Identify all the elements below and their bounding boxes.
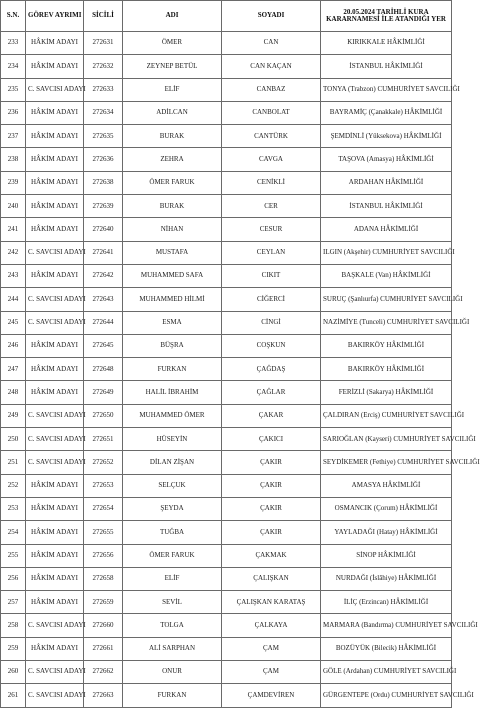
cell-adi: TOLGA bbox=[123, 614, 222, 637]
table-row bbox=[1, 567, 452, 590]
cell-atandigi-yer: İSTANBUL HÂKİMLİĞİ bbox=[321, 55, 452, 78]
cell-atandigi-yer: ŞEMDİNLİ (Yüksekova) HÂKİMLİĞİ bbox=[321, 125, 452, 148]
table-row bbox=[1, 474, 452, 497]
cell-adi: MUHAMMED SAFA bbox=[123, 264, 222, 287]
cell-gorev-ayrimi: HÂKİM ADAYI bbox=[26, 358, 84, 381]
cell-soyadi: ÇAĞLAR bbox=[222, 381, 321, 404]
cell-gorev-ayrimi: HÂKİM ADAYI bbox=[26, 637, 84, 660]
table-body bbox=[1, 32, 480, 708]
cell-sicili: 272663 bbox=[84, 684, 123, 707]
cell-gorev-ayrimi: HÂKİM ADAYI bbox=[26, 125, 84, 148]
table-row bbox=[1, 404, 452, 427]
cell-gorev-ayrimi: HÂKİM ADAYI bbox=[26, 218, 84, 241]
cell-soyadi: CANBOLAT bbox=[222, 101, 321, 124]
cell-sn: 260 bbox=[1, 661, 26, 684]
cell-atandigi-yer: SEYDİKEMER (Fethiye) CUMHURİYET SAVCILIĞI bbox=[321, 451, 452, 474]
cell-sn: 235 bbox=[1, 78, 26, 101]
cell-sicili: 272643 bbox=[84, 288, 123, 311]
table-row bbox=[1, 637, 452, 660]
cell-atandigi-yer: ARDAHAN HÂKİMLİĞİ bbox=[321, 171, 452, 194]
cell-adi: MUSTAFA bbox=[123, 241, 222, 264]
header-sicili: SİCİLİ bbox=[84, 1, 123, 32]
cell-sicili: 272650 bbox=[84, 404, 123, 427]
table-row bbox=[1, 264, 452, 287]
cell-gorev-ayrimi: C. SAVCISI ADAYI bbox=[26, 404, 84, 427]
cell-sicili: 272638 bbox=[84, 171, 123, 194]
cell-adi: BURAK bbox=[123, 195, 222, 218]
cell-sicili: 272633 bbox=[84, 78, 123, 101]
cell-gorev-ayrimi: C. SAVCISI ADAYI bbox=[26, 661, 84, 684]
cell-soyadi: ÇAMDEVİREN bbox=[222, 684, 321, 707]
table-row bbox=[1, 451, 452, 474]
cell-atandigi-yer: İSTANBUL HÂKİMLİĞİ bbox=[321, 195, 452, 218]
cell-sicili: 272634 bbox=[84, 101, 123, 124]
cell-atandigi-yer: SURUÇ (Şanlıurfa) CUMHURİYET SAVCILIĞI bbox=[321, 288, 452, 311]
table-row bbox=[1, 32, 452, 55]
cell-atandigi-yer: GÜRGENTEPE (Ordu) CUMHURİYET SAVCILIĞI bbox=[321, 684, 452, 707]
cell-gorev-ayrimi: HÂKİM ADAYI bbox=[26, 567, 84, 590]
table-row bbox=[1, 544, 452, 567]
cell-sn: 255 bbox=[1, 544, 26, 567]
cell-sicili: 272640 bbox=[84, 218, 123, 241]
cell-sicili: 272635 bbox=[84, 125, 123, 148]
cell-soyadi: ÇAKAR bbox=[222, 404, 321, 427]
cell-atandigi-yer: SİNOP HÂKİMLİĞİ bbox=[321, 544, 452, 567]
cell-soyadi: CEYLAN bbox=[222, 241, 321, 264]
cell-atandigi-yer: BAŞKALE (Van) HÂKİMLİĞİ bbox=[321, 264, 452, 287]
cell-soyadi: CAN KAÇAN bbox=[222, 55, 321, 78]
cell-adi: ÖMER FARUK bbox=[123, 171, 222, 194]
table-row bbox=[1, 521, 452, 544]
cell-sicili: 272648 bbox=[84, 358, 123, 381]
cell-gorev-ayrimi: HÂKİM ADAYI bbox=[26, 497, 84, 520]
cell-soyadi: ÇAKIR bbox=[222, 497, 321, 520]
cell-gorev-ayrimi: HÂKİM ADAYI bbox=[26, 381, 84, 404]
cell-sn: 241 bbox=[1, 218, 26, 241]
cell-sicili: 272655 bbox=[84, 521, 123, 544]
table-row bbox=[1, 241, 452, 264]
cell-adi: ELİF bbox=[123, 567, 222, 590]
table-row bbox=[1, 55, 452, 78]
cell-sicili: 272660 bbox=[84, 614, 123, 637]
cell-atandigi-yer: ILGIN (Akşehir) CUMHURİYET SAVCILIĞI bbox=[321, 241, 452, 264]
cell-soyadi: ÇAKIR bbox=[222, 474, 321, 497]
cell-gorev-ayrimi: C. SAVCISI ADAYI bbox=[26, 684, 84, 707]
cell-atandigi-yer: MARMARA (Bandırma) CUMHURİYET SAVCILIĞI bbox=[321, 614, 452, 637]
cell-soyadi: CENİKLİ bbox=[222, 171, 321, 194]
cell-soyadi: ÇAĞDAŞ bbox=[222, 358, 321, 381]
cell-soyadi: ÇALKAYA bbox=[222, 614, 321, 637]
cell-adi: ONUR bbox=[123, 661, 222, 684]
cell-sicili: 272653 bbox=[84, 474, 123, 497]
cell-soyadi: CİĞERCİ bbox=[222, 288, 321, 311]
cell-sicili: 272632 bbox=[84, 55, 123, 78]
table-row bbox=[1, 381, 452, 404]
cell-sn: 237 bbox=[1, 125, 26, 148]
cell-gorev-ayrimi: HÂKİM ADAYI bbox=[26, 334, 84, 357]
cell-atandigi-yer: TONYA (Trabzon) CUMHURİYET SAVCILIĞI bbox=[321, 78, 452, 101]
cell-sn: 245 bbox=[1, 311, 26, 334]
cell-atandigi-yer: SARIOĞLAN (Kayseri) CUMHURİYET SAVCILIĞI bbox=[321, 428, 452, 451]
cell-sicili: 272631 bbox=[84, 32, 123, 55]
cell-atandigi-yer: KIRIKKALE HÂKİMLİĞİ bbox=[321, 32, 452, 55]
cell-atandigi-yer: TAŞOVA (Amasya) HÂKİMLİĞİ bbox=[321, 148, 452, 171]
cell-sn: 247 bbox=[1, 358, 26, 381]
cell-atandigi-yer: BAKIRKÖY HÂKİMLİĞİ bbox=[321, 334, 452, 357]
cell-sn: 240 bbox=[1, 195, 26, 218]
table-row bbox=[1, 125, 452, 148]
header-atandigi-yer: 20.05.2024 TARİHLİ KURA KARARNAMESİ İLE ATANDIĞI YER bbox=[321, 1, 452, 32]
cell-gorev-ayrimi: C. SAVCISI ADAYI bbox=[26, 241, 84, 264]
cell-soyadi: ÇAM bbox=[222, 637, 321, 660]
cell-sn: 259 bbox=[1, 637, 26, 660]
header-gorev-ayrimi: GÖREV AYRIMI bbox=[26, 1, 84, 32]
cell-sn: 261 bbox=[1, 684, 26, 707]
cell-gorev-ayrimi: HÂKİM ADAYI bbox=[26, 195, 84, 218]
cell-adi: NİHAN bbox=[123, 218, 222, 241]
table-row bbox=[1, 428, 452, 451]
header-soyadi: SOYADI bbox=[222, 1, 321, 32]
cell-sicili: 272642 bbox=[84, 264, 123, 287]
cell-gorev-ayrimi: HÂKİM ADAYI bbox=[26, 474, 84, 497]
cell-gorev-ayrimi: C. SAVCISI ADAYI bbox=[26, 428, 84, 451]
cell-sn: 249 bbox=[1, 404, 26, 427]
table-row bbox=[1, 101, 452, 124]
cell-gorev-ayrimi: HÂKİM ADAYI bbox=[26, 521, 84, 544]
cell-sn: 258 bbox=[1, 614, 26, 637]
cell-gorev-ayrimi: C. SAVCISI ADAYI bbox=[26, 78, 84, 101]
table-row bbox=[1, 218, 452, 241]
cell-adi: MUHAMMED ÖMER bbox=[123, 404, 222, 427]
cell-sicili: 272659 bbox=[84, 591, 123, 614]
cell-sn: 250 bbox=[1, 428, 26, 451]
cell-gorev-ayrimi: C. SAVCISI ADAYI bbox=[26, 311, 84, 334]
cell-sicili: 272649 bbox=[84, 381, 123, 404]
table-row bbox=[1, 171, 452, 194]
cell-sn: 253 bbox=[1, 497, 26, 520]
cell-adi: BURAK bbox=[123, 125, 222, 148]
cell-gorev-ayrimi: HÂKİM ADAYI bbox=[26, 171, 84, 194]
cell-adi: BÜŞRA bbox=[123, 334, 222, 357]
cell-atandigi-yer: ADANA HÂKİMLİĞİ bbox=[321, 218, 452, 241]
cell-adi: ZEHRA bbox=[123, 148, 222, 171]
cell-sicili: 272636 bbox=[84, 148, 123, 171]
cell-adi: ALİ SARPHAN bbox=[123, 637, 222, 660]
cell-adi: MUHAMMED HİLMİ bbox=[123, 288, 222, 311]
cell-atandigi-yer: NURDAĞI (İslâhiye) HÂKİMLİĞİ bbox=[321, 567, 452, 590]
cell-sn: 244 bbox=[1, 288, 26, 311]
cell-gorev-ayrimi: HÂKİM ADAYI bbox=[26, 101, 84, 124]
cell-adi: FURKAN bbox=[123, 358, 222, 381]
cell-sn: 239 bbox=[1, 171, 26, 194]
cell-adi: ŞEYDA bbox=[123, 497, 222, 520]
cell-soyadi: CİNGİ bbox=[222, 311, 321, 334]
cell-sn: 243 bbox=[1, 264, 26, 287]
cell-sn: 251 bbox=[1, 451, 26, 474]
cell-soyadi: CAVGA bbox=[222, 148, 321, 171]
cell-sn: 256 bbox=[1, 567, 26, 590]
table-row bbox=[1, 334, 452, 357]
cell-gorev-ayrimi: C. SAVCISI ADAYI bbox=[26, 451, 84, 474]
cell-gorev-ayrimi: HÂKİM ADAYI bbox=[26, 264, 84, 287]
cell-sicili: 272652 bbox=[84, 451, 123, 474]
cell-atandigi-yer: ÇALDIRAN (Erciş) CUMHURİYET SAVCILIĞI bbox=[321, 404, 452, 427]
cell-gorev-ayrimi: HÂKİM ADAYI bbox=[26, 55, 84, 78]
cell-sicili: 272661 bbox=[84, 637, 123, 660]
header-sn: S.N. bbox=[1, 1, 26, 32]
cell-soyadi: CER bbox=[222, 195, 321, 218]
cell-sn: 236 bbox=[1, 101, 26, 124]
table-row bbox=[1, 614, 452, 637]
cell-soyadi: CIKIT bbox=[222, 264, 321, 287]
cell-gorev-ayrimi: HÂKİM ADAYI bbox=[26, 148, 84, 171]
cell-adi: DİLAN ZİŞAN bbox=[123, 451, 222, 474]
header-row bbox=[1, 1, 452, 32]
cell-sn: 248 bbox=[1, 381, 26, 404]
cell-gorev-ayrimi: C. SAVCISI ADAYI bbox=[26, 614, 84, 637]
cell-adi: ELİF bbox=[123, 78, 222, 101]
table-row bbox=[1, 195, 452, 218]
table-row bbox=[1, 288, 452, 311]
cell-sicili: 272639 bbox=[84, 195, 123, 218]
cell-sn: 234 bbox=[1, 55, 26, 78]
cell-sn: 257 bbox=[1, 591, 26, 614]
cell-sicili: 272651 bbox=[84, 428, 123, 451]
table-row bbox=[1, 497, 452, 520]
cell-sn: 233 bbox=[1, 32, 26, 55]
cell-sicili: 272644 bbox=[84, 311, 123, 334]
cell-adi: ESMA bbox=[123, 311, 222, 334]
cell-sicili: 272654 bbox=[84, 497, 123, 520]
cell-atandigi-yer: BAKIRKÖY HÂKİMLİĞİ bbox=[321, 358, 452, 381]
cell-atandigi-yer: NAZİMİYE (Tunceli) CUMHURİYET SAVCILIĞI bbox=[321, 311, 452, 334]
table-row bbox=[1, 358, 452, 381]
cell-sicili: 272645 bbox=[84, 334, 123, 357]
table-header bbox=[1, 1, 452, 32]
cell-sicili: 272662 bbox=[84, 661, 123, 684]
cell-adi: ZEYNEP BETÜL bbox=[123, 55, 222, 78]
cell-adi: FURKAN bbox=[123, 684, 222, 707]
cell-soyadi: COŞKUN bbox=[222, 334, 321, 357]
cell-soyadi: ÇAM bbox=[222, 661, 321, 684]
cell-soyadi: ÇALIŞKAN bbox=[222, 567, 321, 590]
cell-gorev-ayrimi: HÂKİM ADAYI bbox=[26, 591, 84, 614]
cell-soyadi: CAN bbox=[222, 32, 321, 55]
cell-adi: ÖMER FARUK bbox=[123, 544, 222, 567]
table-row bbox=[1, 661, 452, 684]
cell-adi: ADİLCAN bbox=[123, 101, 222, 124]
cell-adi: HÜSEYİN bbox=[123, 428, 222, 451]
cell-soyadi: CESUR bbox=[222, 218, 321, 241]
cell-atandigi-yer: AMASYA HÂKİMLİĞİ bbox=[321, 474, 452, 497]
cell-gorev-ayrimi: HÂKİM ADAYI bbox=[26, 544, 84, 567]
cell-atandigi-yer: OSMANCIK (Çorum) HÂKİMLİĞİ bbox=[321, 497, 452, 520]
cell-sicili: 272656 bbox=[84, 544, 123, 567]
cell-soyadi: ÇALIŞKAN KARATAŞ bbox=[222, 591, 321, 614]
header-adi: ADI bbox=[123, 1, 222, 32]
cell-soyadi: CANTÜRK bbox=[222, 125, 321, 148]
cell-sn: 252 bbox=[1, 474, 26, 497]
table-row bbox=[1, 311, 452, 334]
cell-atandigi-yer: GÖLE (Ardahan) CUMHURİYET SAVCILIĞI bbox=[321, 661, 452, 684]
cell-sn: 246 bbox=[1, 334, 26, 357]
cell-soyadi: CANBAZ bbox=[222, 78, 321, 101]
cell-adi: SEVİL bbox=[123, 591, 222, 614]
cell-adi: HALİL İBRAHİM bbox=[123, 381, 222, 404]
cell-atandigi-yer: İLİÇ (Erzincan) HÂKİMLİĞİ bbox=[321, 591, 452, 614]
cell-gorev-ayrimi: C. SAVCISI ADAYI bbox=[26, 288, 84, 311]
cell-adi: SELÇUK bbox=[123, 474, 222, 497]
cell-sicili: 272641 bbox=[84, 241, 123, 264]
cell-atandigi-yer: BOZÜYÜK (Bilecik) HÂKİMLİĞİ bbox=[321, 637, 452, 660]
cell-soyadi: ÇAKICI bbox=[222, 428, 321, 451]
table-row bbox=[1, 78, 452, 101]
cell-sn: 242 bbox=[1, 241, 26, 264]
cell-soyadi: ÇAKMAK bbox=[222, 544, 321, 567]
cell-sn: 254 bbox=[1, 521, 26, 544]
cell-sn: 238 bbox=[1, 148, 26, 171]
cell-gorev-ayrimi: HÂKİM ADAYI bbox=[26, 32, 84, 55]
cell-sicili: 272658 bbox=[84, 567, 123, 590]
table-row bbox=[1, 148, 452, 171]
cell-soyadi: ÇAKIR bbox=[222, 451, 321, 474]
cell-atandigi-yer: YAYLADAĞI (Hatay) HÂKİMLİĞİ bbox=[321, 521, 452, 544]
table-row bbox=[1, 591, 452, 614]
cell-adi: TUĞBA bbox=[123, 521, 222, 544]
table-row bbox=[1, 684, 452, 707]
cell-atandigi-yer: BAYRAMİÇ (Çanakkale) HÂKİMLİĞİ bbox=[321, 101, 452, 124]
cell-soyadi: ÇAKIR bbox=[222, 521, 321, 544]
cell-atandigi-yer: FERİZLİ (Sakarya) HÂKİMLİĞİ bbox=[321, 381, 452, 404]
cell-adi: ÖMER bbox=[123, 32, 222, 55]
